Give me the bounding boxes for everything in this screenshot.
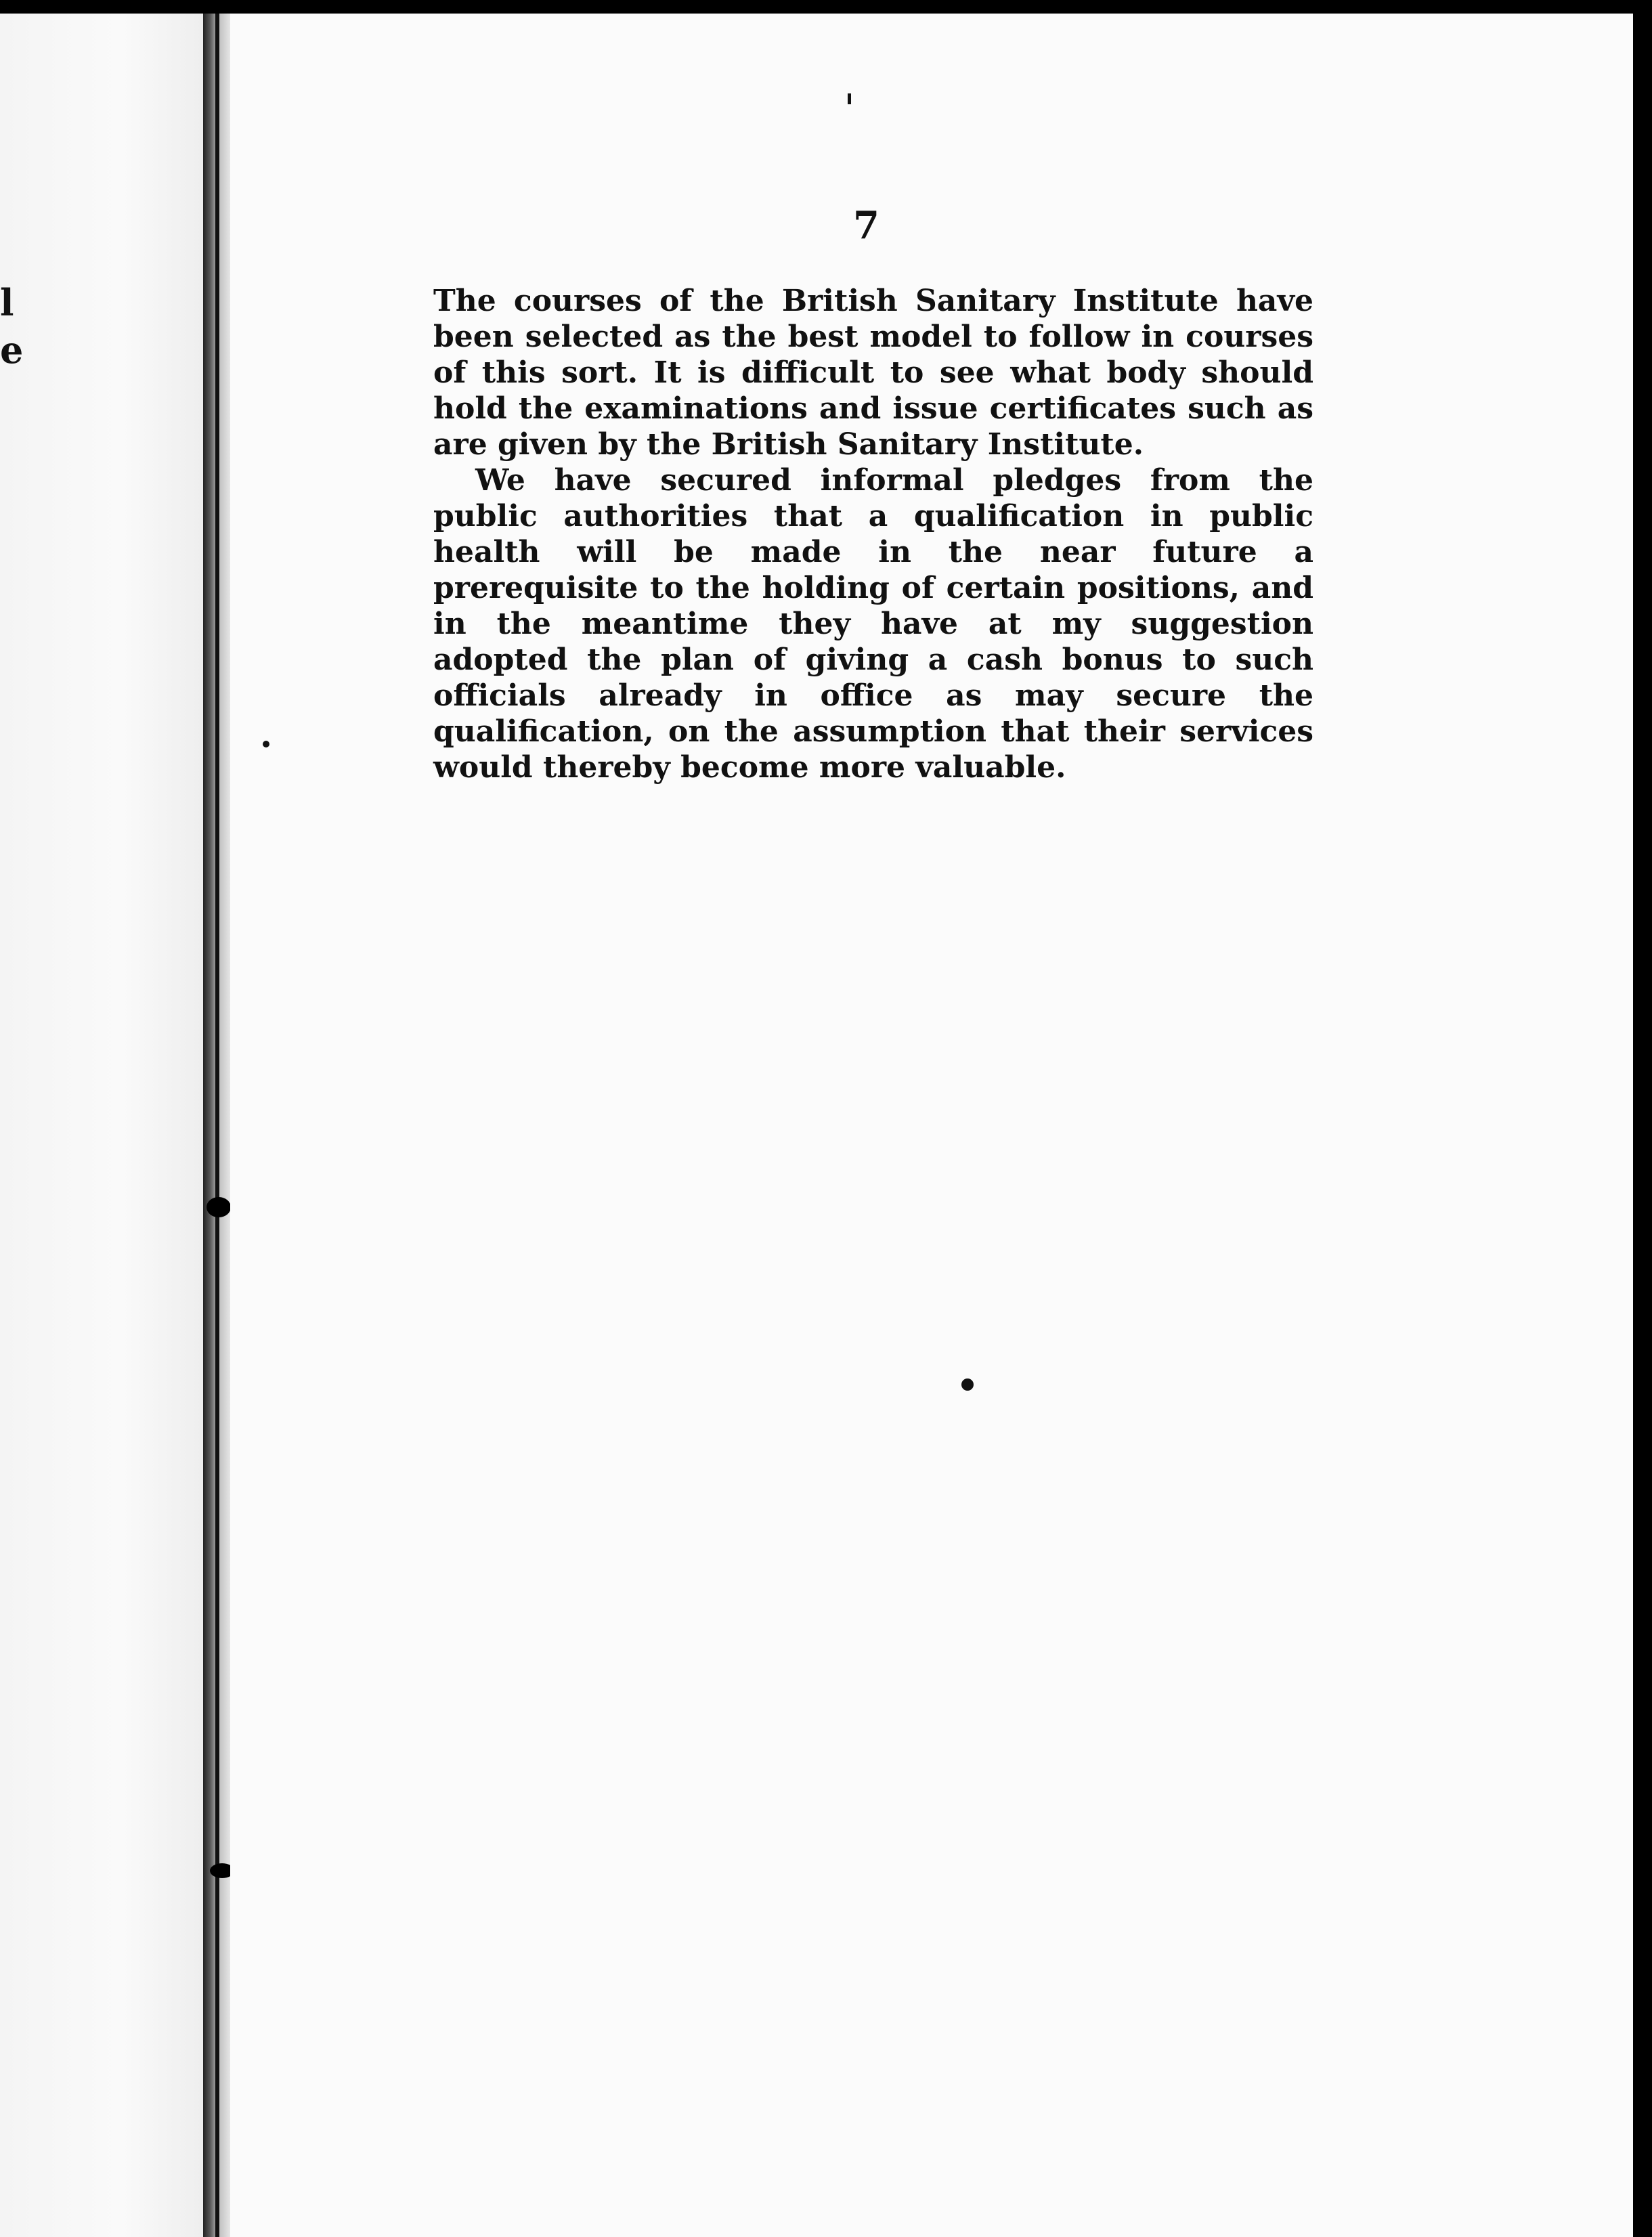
left-page-edge-glyph: l: [0, 281, 14, 324]
page-number: 7: [853, 203, 879, 248]
scan-border-top: [0, 0, 1652, 14]
scan-speck: [961, 1378, 974, 1391]
binding-stitch: [206, 1197, 231, 1217]
scan-speck: [848, 93, 851, 104]
scan-border-right: [1633, 0, 1652, 2237]
body-text: [433, 283, 1313, 785]
left-page-edge-glyph: e: [0, 328, 24, 372]
paragraph: We have secured informal pledges from the public authorities that a qualification in public health will be made in the near future a prerequisite to the holding of certain positions, and in the meantime they have at my suggestion adopted the plan of giving a cash bonus to such officials already in office as may secure the qualification, on the assumption that their services would thereby become more valuable.: [433, 463, 1313, 785]
left-facing-page: [0, 14, 203, 2237]
scan-speck: [263, 741, 269, 747]
paragraph: The courses of the British Sanitary Institute have been selected as the best model to follow in courses of this sort. It is difficult to see what body should hold the examinations and issue certificates such as are given by the British Sanitary Institute.: [433, 284, 1313, 462]
binding-spine-line: [215, 14, 219, 2237]
